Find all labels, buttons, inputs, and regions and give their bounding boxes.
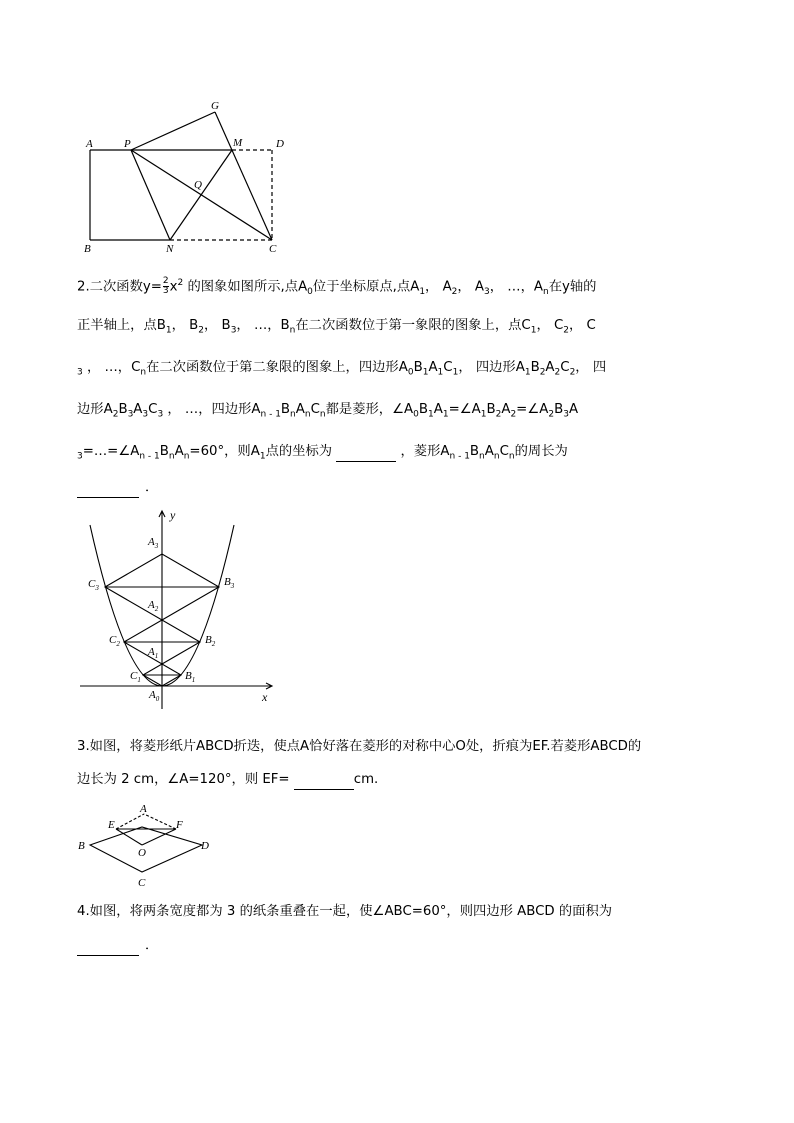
label-D: D bbox=[276, 138, 284, 150]
q4-line-1: 4.如图，将两条宽度都为 3 的纸条重叠在一起，使∠ABC=60°，则四边形 ABCD 的面积为 bbox=[77, 904, 613, 919]
answer-blank-area[interactable] bbox=[77, 937, 139, 956]
q2-line-2: 正半轴上，点$B_1$， $B_2$， $B_3$， …，$B_n$在二次函数位于第一象限的图象上，点$C_1$， $C_2$， C bbox=[77, 318, 596, 336]
label-N: N bbox=[166, 243, 174, 255]
label-O: O bbox=[138, 847, 146, 859]
figure-3-rhombus-fold bbox=[72, 798, 222, 890]
q4-line-2: ． bbox=[77, 937, 737, 956]
answer-blank-ef[interactable] bbox=[294, 771, 354, 790]
label-C1: $C_1$ bbox=[130, 670, 141, 684]
label-B3: $B_3$ bbox=[224, 576, 235, 590]
q2-line-3: $_3$ ， …，$C_n$在二次函数位于第二象限的图象上，四边形$A_0B_1A_1C_1$， 四边形$A_1B_2A_2C_2$， 四 bbox=[77, 360, 607, 378]
q2-line-5: $_3=\dots=\angle A_{n - 1}B_nA_n=60^\circ$，则$A_1$点的坐标为 ，菱形$A_{n - 1}B_nA_nC_n$的周长为 bbox=[77, 444, 568, 462]
frac-numerator: 2 bbox=[162, 275, 169, 286]
label-A1: $A_1$ bbox=[148, 646, 159, 660]
label-y-axis: y bbox=[170, 508, 176, 522]
label-P: P bbox=[124, 138, 131, 150]
label-B: B bbox=[78, 840, 85, 852]
answer-blank-a1-coordinate[interactable] bbox=[336, 443, 396, 462]
label-C3: $C_3$ bbox=[88, 578, 99, 592]
answer-blank-perimeter[interactable] bbox=[77, 479, 139, 498]
q3-line-1: 3.如图，将菱形纸片ABCD折迭，使点A恰好落在菱形的对称中心O处，折痕为EF.若菱形ABCD的 bbox=[77, 739, 642, 754]
label-A0: $A_0$ bbox=[149, 689, 160, 703]
label-A: A bbox=[140, 803, 147, 815]
label-B2: $B_2$ bbox=[205, 634, 216, 648]
label-F: F bbox=[176, 819, 183, 831]
q3-line-2: 边长为 2 cm，∠A=120°，则 EF= cm. bbox=[77, 771, 737, 790]
label-B: B bbox=[84, 243, 91, 255]
label-B1: $B_1$ bbox=[185, 670, 196, 684]
label-A: A bbox=[86, 138, 93, 150]
frac-denominator: 3 bbox=[162, 285, 169, 296]
label-C2: $C_2$ bbox=[109, 634, 120, 648]
q2-line-4: 边形$A_2B_3A_3C_3$ ， …，四边形$A_{n - 1}B_nA_nC_n$都是菱形，$\angle A_0B_1A_1=\angle A_1B_2A_2=\angle A_2B_3A$ bbox=[77, 402, 579, 420]
figure-1-fold-diagram bbox=[80, 95, 300, 255]
label-A3: $A_3$ bbox=[148, 536, 159, 550]
figure-2-parabola-rhombi bbox=[72, 505, 282, 710]
label-C: C bbox=[269, 243, 277, 255]
q2-line-1: 2.二次函数y= $\frac{2}{3}$ $x^2$ 的图象如图所示,点$A_0$位于坐标原点,点$A_1$， $A_2$， $A_3$， …，$A_n$在y轴的 bbox=[77, 275, 597, 298]
label-C: C bbox=[138, 877, 146, 889]
label-G: G bbox=[211, 100, 219, 112]
q2-line-6: ． bbox=[77, 479, 737, 498]
label-D: D bbox=[201, 840, 209, 852]
label-x-axis: x bbox=[262, 690, 268, 704]
label-M: M bbox=[233, 137, 243, 149]
label-E: E bbox=[108, 819, 115, 831]
label-A2: $A_2$ bbox=[148, 599, 159, 613]
label-Q: Q bbox=[194, 179, 202, 191]
